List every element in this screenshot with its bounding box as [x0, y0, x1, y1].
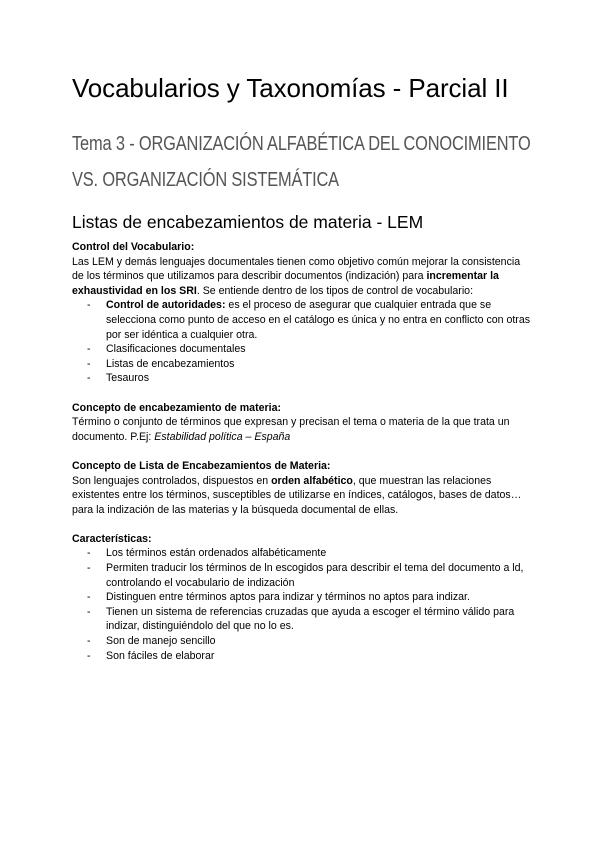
control-bold: incrementar la exhaustividad en los SRI — [72, 270, 499, 297]
section-heading: Listas de encabezamientos de materia - LEM — [72, 212, 424, 232]
list-item: - Los términos están ordenados alfabéticamente — [106, 546, 532, 561]
list-item: - Clasificaciones documentales — [106, 342, 532, 357]
document-title: Vocabularios y Taxonomías - Parcial II — [72, 73, 509, 103]
list-item: - Control de autoridades: es el proceso de asegurar que cualquier entrada que se selecciona como punto de acceso en el catálogo es única y no entra en conflicto con otras por ser idéntica a cualquier otra. — [106, 298, 532, 342]
list-item: - Listas de encabezamientos — [106, 357, 532, 372]
concepto-lista-heading: Concepto de Lista de Encabezamientos de Materia: — [72, 459, 331, 472]
caracteristicas-list — [72, 546, 532, 663]
list-item: - Son de manejo sencillo — [106, 634, 532, 649]
caracteristicas-heading: Características: — [72, 532, 152, 545]
concepto-example: Estabilidad política – España — [154, 430, 291, 443]
list-item: - Permiten traducir los términos de ln escogidos para describir el tema del documento a ld, controlando el vocabulario de indización — [106, 561, 532, 590]
list-item: - Tienen un sistema de referencias cruzadas que ayuda a escoger el término válido para indizar, distinguiéndolo del que no lo es. — [106, 605, 532, 634]
list-item: - Tesauros — [106, 371, 532, 386]
list-item: - Son fáciles de elaborar — [106, 649, 532, 664]
concepto-paragraph: Término o conjunto de términos que expresan y precisan el tema o materia de la que trata un documento. P.Ej: Estabilidad política – España — [72, 416, 510, 443]
chapter-heading: Tema 3 - ORGANIZACIÓN ALFABÉTICA DEL CONOCIMIENTO VS. ORGANIZACIÓN SISTEMÁTICA — [72, 133, 531, 191]
control-paragraph: Las LEM y demás lenguajes documentales tienen como objetivo común mejorar la consistencia de los términos que utilizamos para describir documentos (indización) para incrementar la exhaustividad en los SRI. Se entiende dentro de los tipos de control de vocabulario: — [72, 255, 521, 297]
document-body — [72, 240, 532, 663]
concepto-heading: Concepto de encabezamiento de materia: — [72, 401, 281, 414]
concepto-lista-paragraph: Son lenguajes controlados, dispuestos en orden alfabético, que muestran las relaciones existentes entre los términos, susceptibles de utilizarse en índices, catálogos, bases de datos… para la indización de las materias y la búsqueda documental de ellas. — [72, 474, 522, 516]
control-heading: Control del Vocabulario: — [72, 241, 195, 253]
list-item: - Distinguen entre términos aptos para indizar y términos no aptos para indizar. — [106, 590, 532, 605]
control-list — [72, 298, 532, 386]
